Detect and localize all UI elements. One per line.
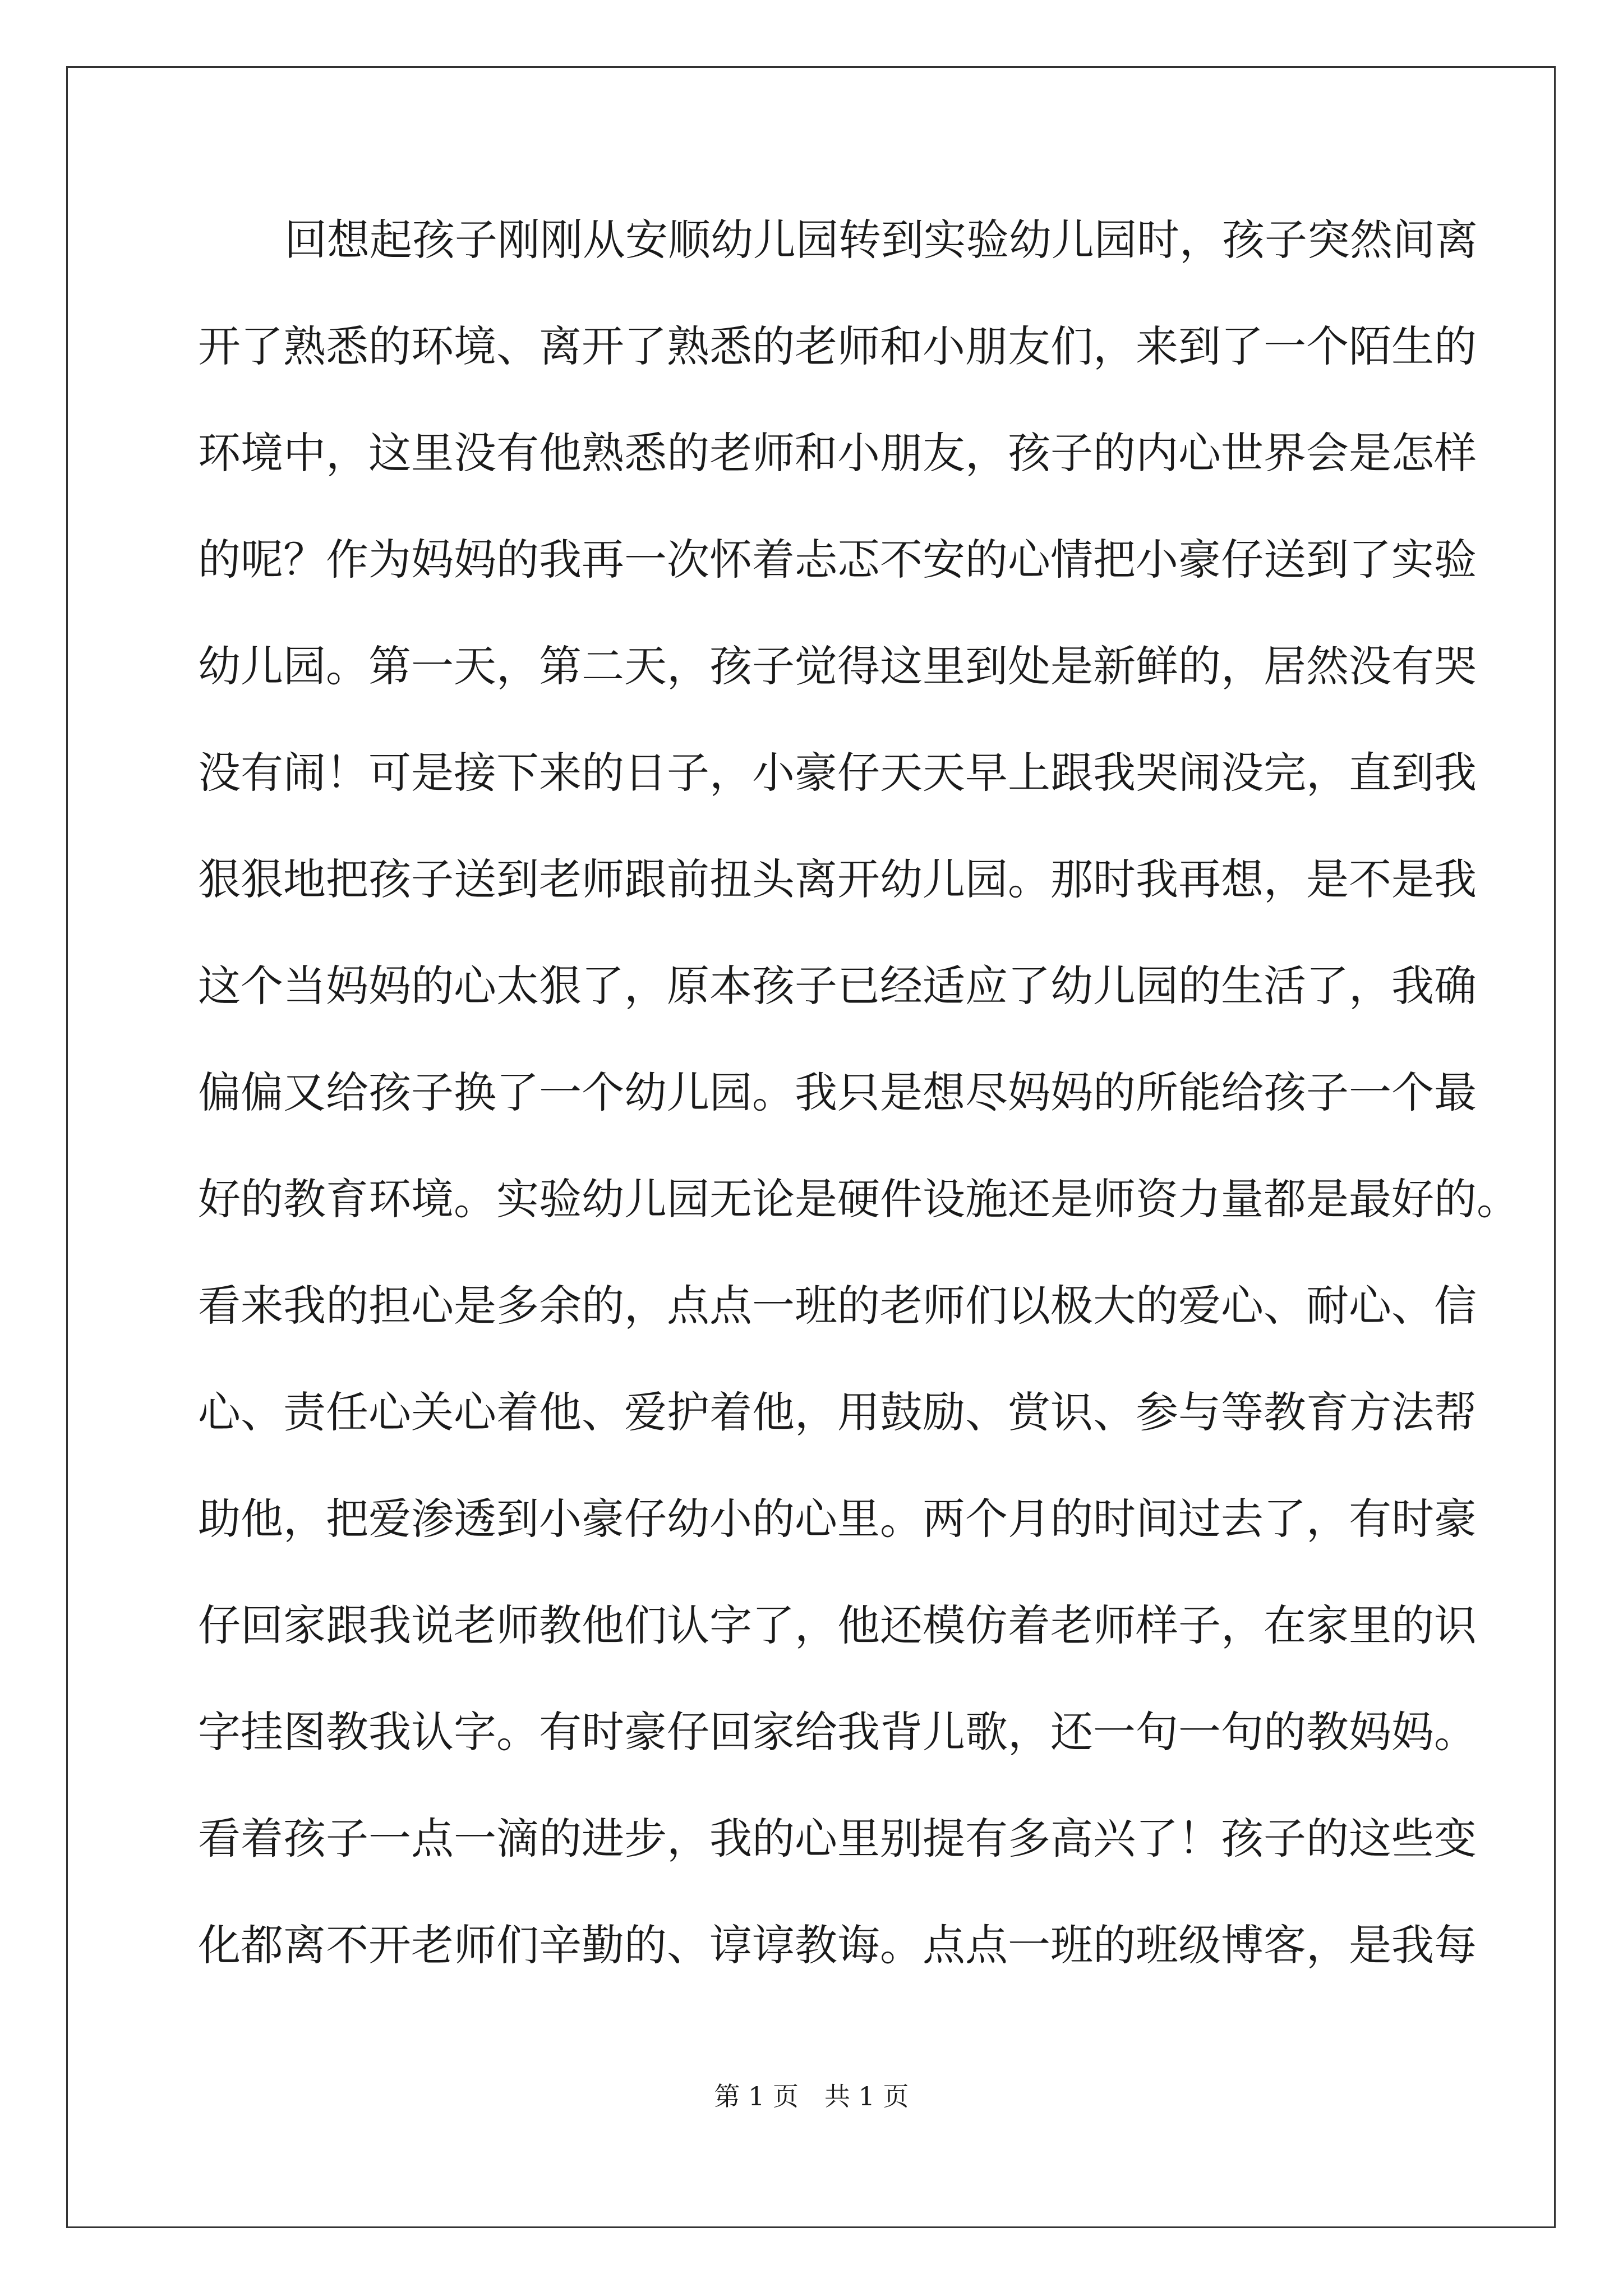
text-line: 偏偏又给孩子换了一个幼儿园。我只是想尽妈妈的所能给孩子一个最 (198, 1068, 1477, 1117)
text-line: 幼儿园。第一天，第二天，孩子觉得这里到处是新鲜的，居然没有哭 (198, 641, 1477, 691)
text-line: 狠狠地把孩子送到老师跟前扭头离开幼儿园。那时我再想，是不是我 (198, 854, 1477, 904)
text-line: 环境中，这里没有他熟悉的老师和小朋友，孩子的内心世界会是怎样 (198, 428, 1477, 478)
page-number: 第 1 页 共 1 页 (714, 2081, 909, 2111)
page-footer (0, 2083, 1623, 2109)
text-line: 看着孩子一点一滴的进步，我的心里别提有多高兴了！孩子的这些变 (198, 1814, 1477, 1864)
text-line: 回想起孩子刚刚从安顺幼儿园转到实验幼儿园时，孩子突然间离 (284, 215, 1478, 265)
text-line: 开了熟悉的环境、离开了熟悉的老师和小朋友们，来到了一个陌生的 (198, 321, 1477, 371)
text-line: 助他，把爱渗透到小豪仔幼小的心里。两个月的时间过去了，有时豪 (198, 1494, 1477, 1544)
text-line: 仔回家跟我说老师教他们认字了，他还模仿着老师样子，在家里的识 (198, 1600, 1477, 1650)
text-line: 心、责任心关心着他、爱护着他，用鼓励、赏识、参与等教育方法帮 (198, 1387, 1477, 1437)
text-line: 好的教育环境。实验幼儿园无论是硬件设施还是师资力量都是最好的。 (198, 1174, 1519, 1224)
text-line: 字挂图教我认字。有时豪仔回家给我背儿歌，还一句一句的教妈妈。 (198, 1707, 1477, 1757)
text-line: 的呢？作为妈妈的我再一次怀着忐忑不安的心情把小豪仔送到了实验 (198, 535, 1477, 585)
text-line: 这个当妈妈的心太狠了，原本孩子已经适应了幼儿园的生活了，我确 (198, 961, 1477, 1011)
text-line: 看来我的担心是多余的，点点一班的老师们以极大的爱心、耐心、信 (198, 1281, 1477, 1331)
text-line: 没有闹！可是接下来的日子，小豪仔天天早上跟我哭闹没完，直到我 (198, 748, 1477, 798)
body-text (198, 215, 1519, 2031)
text-line: 化都离不开老师们辛勤的、谆谆教诲。点点一班的班级博客，是我每 (198, 1920, 1477, 1970)
